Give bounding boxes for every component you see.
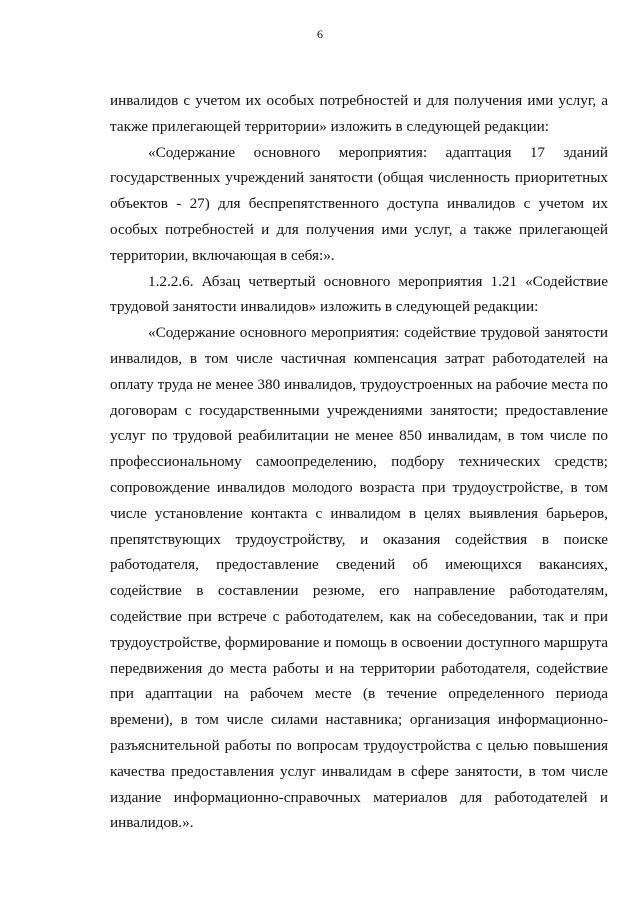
document-body	[110, 88, 608, 836]
page-number: 6	[317, 27, 323, 41]
paragraph-amendment-1-2-2-6: 1.2.2.6. Абзац четвертый основного мероприятия 1.21 «Содействие трудовой занятости инвалидов» изложить в следующей редакции:	[110, 272, 608, 316]
paragraph-quote-employment: «Содержание основного мероприятия: содействие трудовой занятости инвалидов, в том числе частичная компенсация затрат работодателей на оплату труда не менее 380 инвалидов, трудоустроенных на рабочие места по договорам с государственными учреждениями занятости; предоставление услуг по трудовой реабилитации не менее 850 инвалидам, в том числе по профессиональному самоопределению, подбору технических средств; сопровождение инвалидов молодого возраста при трудоустройстве, в том числе установление контакта с инвалидом в целях выявления барьеров, препятствующих трудоустройству, и оказания содействия в поиске работодателя, предоставление сведений об имеющихся вакансиях, содействие в составлении резюме, его направление работодателям, содействие при встрече с работодателем, как на собеседовании, так и при трудоустройстве, формирование и помощь в освоении доступного маршрута передвижения до места работы и на территории работодателя, содействие при адаптации на рабочем месте (в течение определенного периода времени), в том числе силами наставника; организация информационно- разъяснительной работы по вопросам трудоустройства с целью повышения качества предоставления услуг инвалидам в сфере занятости, в том числе издание информационно-справочных материалов для работодателей и инвалидов.».	[110, 324, 608, 832]
paragraph-continuation: инвалидов с учетом их особых потребностей и для получения ими услуг, а также прилегающей территории» изложить в следующей редакции:	[110, 92, 608, 135]
paragraph-quote-adaptation: «Содержание основного мероприятия: адаптация 17 зданий государственных учреждений занятости (общая численность приоритетных объектов - 27) для беспрепятственного доступа инвалидов с учетом их особых потребностей и для получения ими услуг, а также прилегающей территории, включающая в себя:».	[110, 143, 608, 264]
